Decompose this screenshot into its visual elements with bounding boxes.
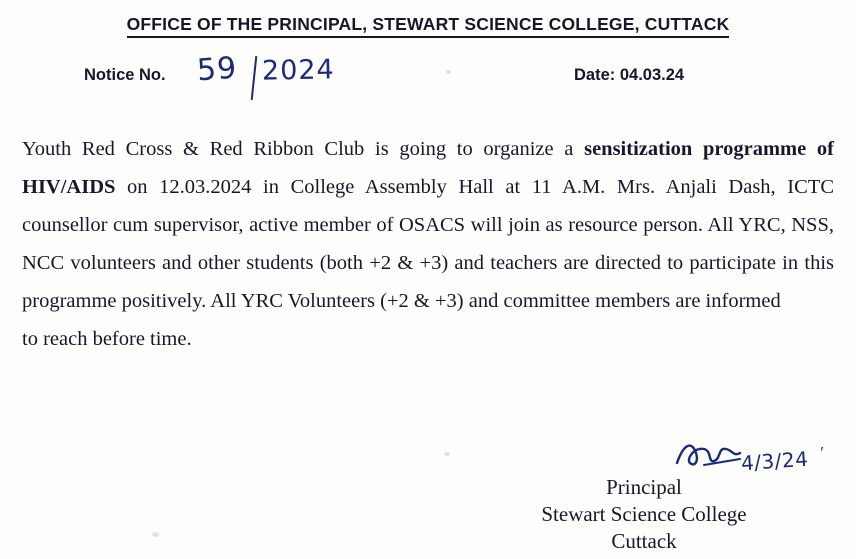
notice-number-value: 59 [195,50,239,89]
notice-number-label: Notice No. [84,66,166,84]
paper-speck [446,70,451,74]
page-title-text: OFFICE OF THE PRINCIPAL, STEWART SCIENCE COLLEGE, CUTTACK [127,14,730,38]
notice-meta-row [0,50,856,100]
signature-mark [674,437,744,471]
notice-year-value: 2024 [261,54,335,87]
notice-body [22,130,834,358]
signature-institution: Stewart Science College [541,502,747,526]
notice-separator-stroke [251,56,258,100]
signature-designation: Principal [606,475,682,499]
signature-block [474,474,814,555]
signature-date: 4/3/24 [739,446,809,476]
paper-speck [444,452,450,456]
signature-tick-mark: ʹ [820,443,824,462]
body-emphasis: sensitization programme of HIV/AIDS [22,138,834,198]
body-part-1: Youth Red Cross & Red Ribbon Club is going to organize a [22,138,585,160]
page-title [0,14,856,35]
notice-date: Date: 04.03.24 [574,66,685,84]
signature-place: Cuttack [611,529,677,553]
body-part-2: on 12.03.2024 in College Assembly Hall at 11 A.M. Mrs. Anjali Dash, ICTC counsellor cum supervisor, active member of OSACS will join as resource person. All YRC, NSS, NCC volunteers and other students (both +2 & +3) and teachers are directed to participate in this programme positively. All YRC Volunteers (+2 & +3) and committee members are informed [22,176,834,312]
paper-speck [152,532,159,537]
body-part-3: to reach before time. [22,328,192,350]
